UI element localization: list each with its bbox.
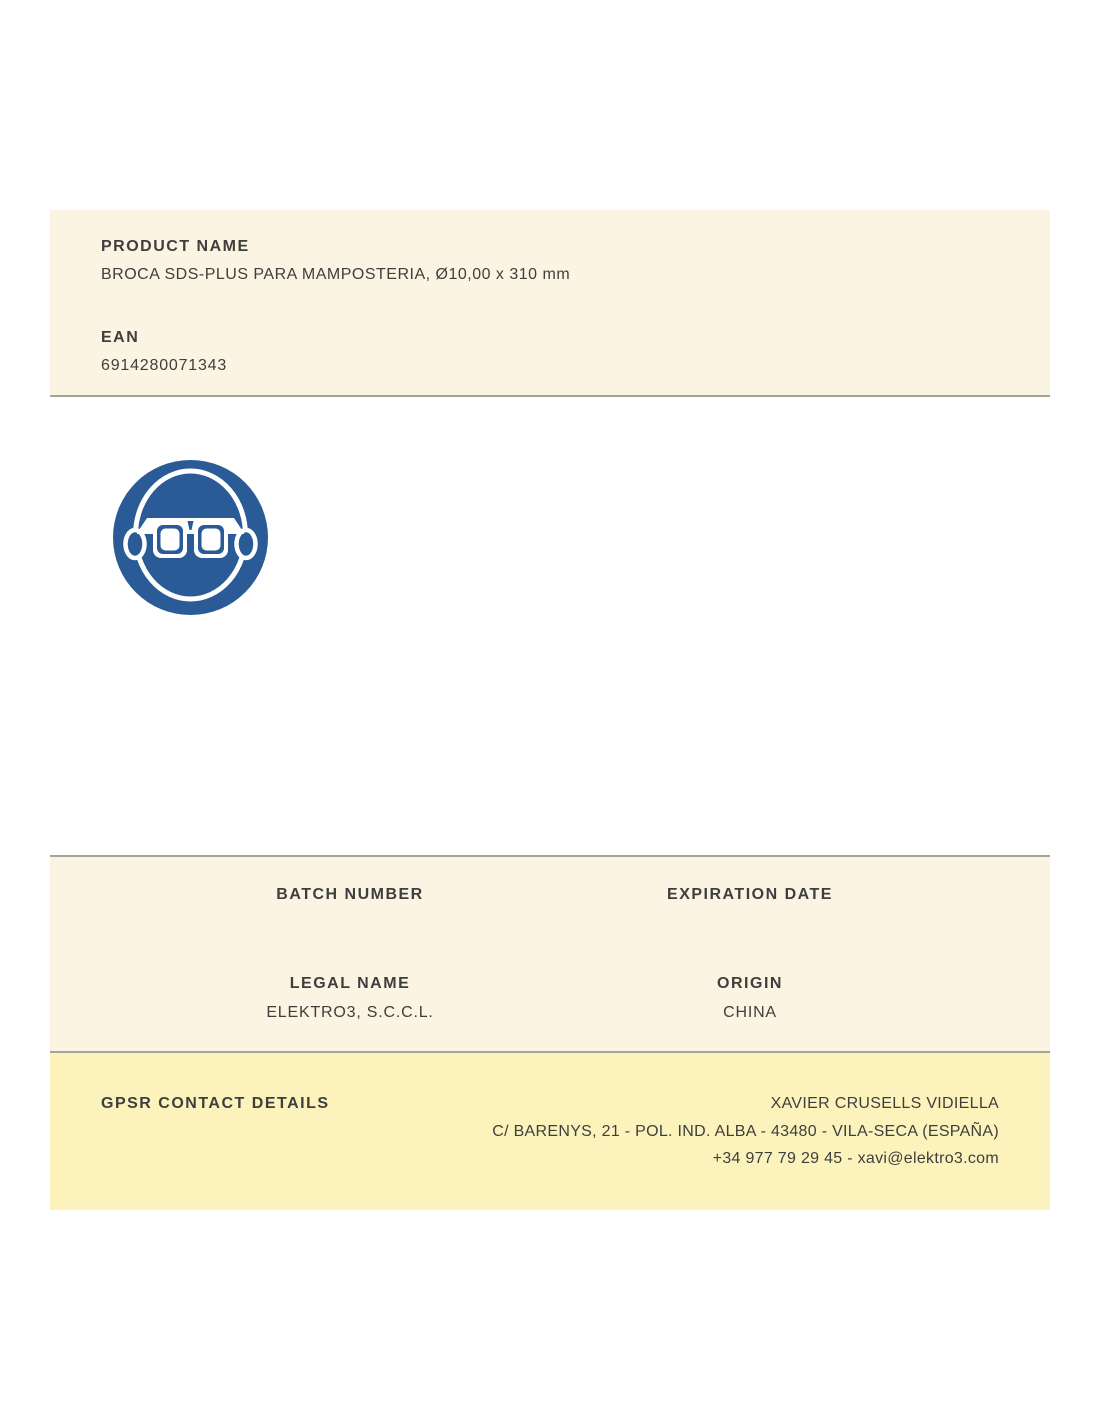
- product-identification-section: [50, 210, 1050, 397]
- batch-number-value: [150, 904, 550, 974]
- legal-name-label: LEGAL NAME: [289, 975, 411, 992]
- wear-eye-protection-icon: [113, 460, 268, 615]
- gpsr-contact-details-label: GPSR CONTACT DETAILS: [101, 1095, 330, 1112]
- gpsr-contact-info: [492, 1090, 999, 1173]
- batch-details-section: [50, 855, 1050, 1053]
- expiration-date-label: EXPIRATION DATE: [667, 886, 833, 903]
- ean-value: 6914280071343: [101, 357, 228, 374]
- gpsr-contact-name: XAVIER CRUSELLS VIDIELLA: [770, 1095, 999, 1112]
- batch-number-label: BATCH NUMBER: [276, 886, 424, 903]
- gpsr-contact-phone-email: +34 977 79 29 45 - xavi@elektro3.com: [712, 1150, 999, 1167]
- origin-label: ORIGIN: [717, 975, 783, 992]
- details-left-column: [150, 885, 550, 1051]
- legal-name-value: ELEKTRO3, S.C.C.L.: [266, 1004, 434, 1021]
- product-name-value: BROCA SDS-PLUS PARA MAMPOSTERIA, Ø10,00 x 310 mm: [101, 266, 571, 283]
- expiration-date-value: [550, 904, 950, 974]
- gpsr-contact-address: C/ BARENYS, 21 - POL. IND. ALBA - 43480 - VILA-SECA (ESPAÑA): [492, 1122, 999, 1140]
- origin-value: CHINA: [723, 1004, 777, 1021]
- details-right-column: [550, 885, 950, 1051]
- gpsr-contact-section: [50, 1053, 1050, 1210]
- ean-label: EAN: [101, 329, 140, 346]
- product-name-label: PRODUCT NAME: [101, 238, 250, 255]
